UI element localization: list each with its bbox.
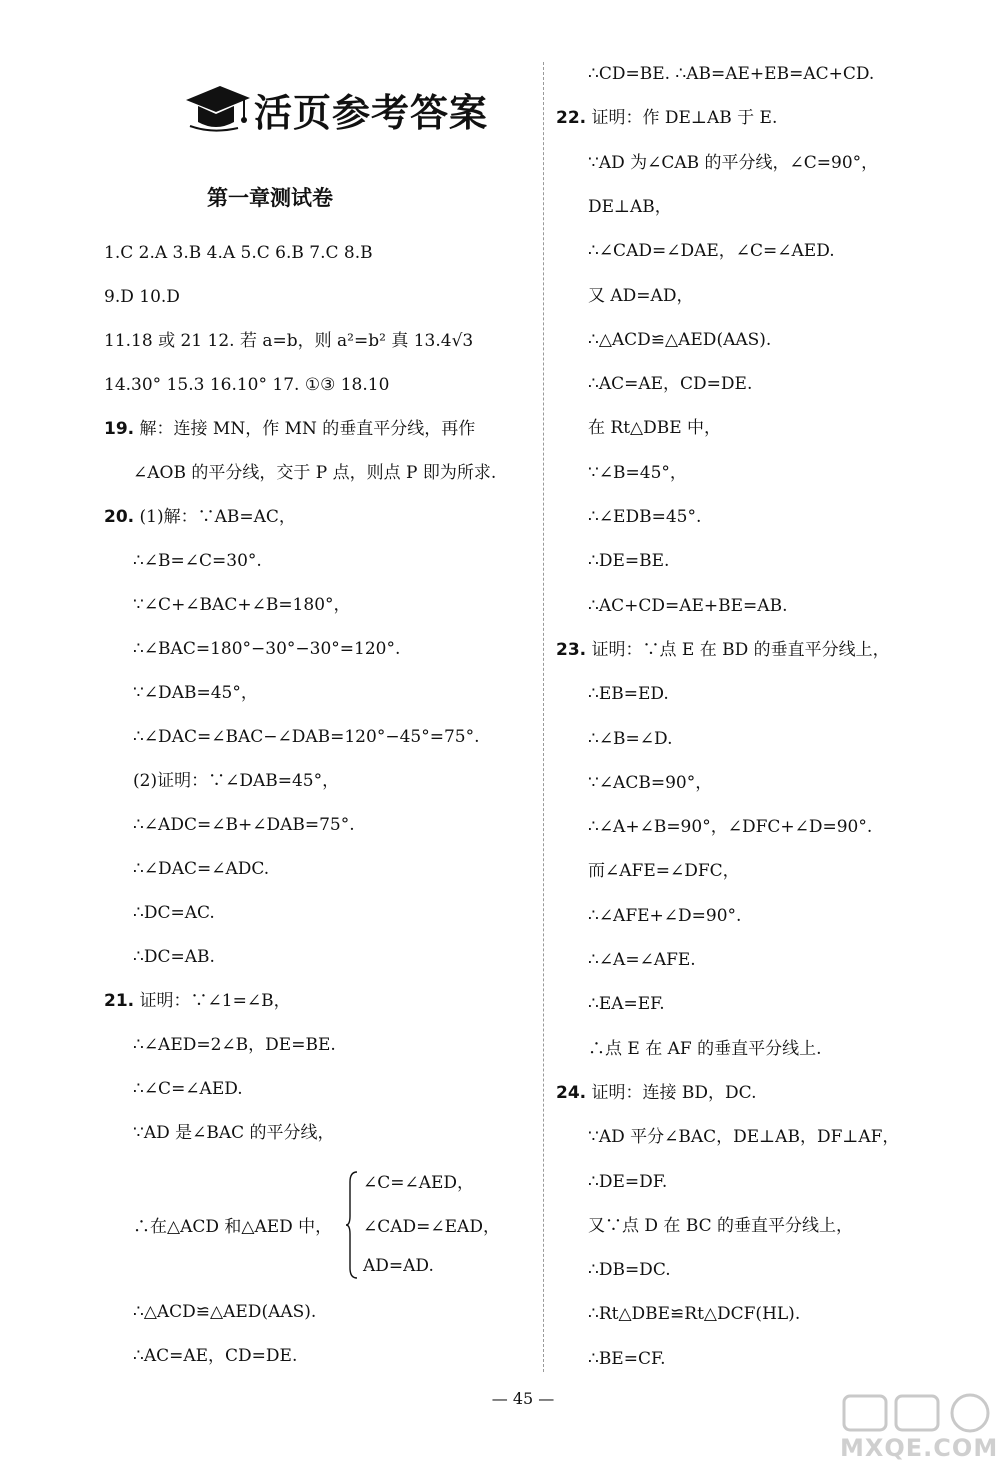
answer-line — [588, 594, 787, 618]
answer-line — [104, 329, 473, 353]
answer-text: ∴EB=ED. — [588, 684, 669, 705]
answer-line — [104, 241, 373, 265]
answer-line — [133, 593, 351, 617]
answer-line — [104, 417, 475, 441]
answer-line — [133, 857, 269, 881]
answer-text: 证明：连接 BD，DC. — [586, 1082, 757, 1103]
answer-text: ∴DC=AC. — [133, 903, 215, 923]
watermark-logo — [840, 1390, 1000, 1469]
answer-text: ∴DC=AB. — [133, 947, 215, 967]
system-row: ∠CAD=∠EAD， — [363, 1217, 500, 1237]
page-title: 活页参考答案 — [254, 91, 489, 135]
brace-icon — [345, 1170, 359, 1280]
system-lead: ∴在△ACD 和△AED 中， — [133, 1217, 333, 1237]
answer-text: 证明：作 DE⊥AB 于 E. — [586, 108, 778, 129]
answer-text: ∴DB=DC. — [588, 1260, 671, 1281]
answer-line — [133, 1033, 336, 1057]
answer-line — [588, 904, 741, 928]
answer-line — [133, 637, 400, 661]
answer-line — [104, 989, 291, 1013]
answer-line — [104, 505, 296, 529]
page-header — [182, 78, 489, 138]
answer-line — [588, 195, 672, 219]
question-number: 22. — [556, 108, 587, 129]
answer-text: ∴∠A=∠AFE. — [588, 950, 696, 970]
answer-text: 证明：∵点 E 在 BD 的垂直平分线上， — [586, 639, 890, 660]
answer-line — [588, 284, 693, 308]
answer-text: ∵AD 为∠CAB 的平分线，∠C=90°， — [588, 152, 879, 173]
answer-line — [133, 901, 215, 925]
answer-line — [104, 373, 389, 397]
answer-line — [556, 638, 890, 662]
answer-line — [588, 1170, 667, 1194]
answer-text: ∴∠ADC=∠B+∠DAB=75°. — [133, 815, 355, 835]
answer-text: ∴∠AED=2∠B，DE=BE. — [133, 1035, 336, 1055]
answer-line — [133, 681, 258, 705]
answer-text: ∴∠AFE+∠D=90°. — [588, 905, 742, 926]
answer-text: ∠AOB 的平分线，交于 P 点，则点 P 即为所求. — [133, 463, 497, 483]
answer-line: ∴△ACD≌△AED(AAS). — [133, 1302, 317, 1322]
answer-line — [556, 1081, 757, 1105]
answer-text: 又∵点 D 在 BC 的垂直平分线上， — [588, 1215, 854, 1236]
answer-text: ∴CD=BE. ∴AB=AE+EB=AC+CD. — [588, 64, 875, 84]
answer-line — [588, 1037, 822, 1061]
answer-text: ∴∠DAC=∠BAC−∠DAB=120°−45°=75°. — [133, 727, 480, 747]
answer-line — [588, 948, 696, 972]
answer-line — [588, 1214, 853, 1238]
answer-text: ∵∠ACB=90°， — [588, 772, 713, 793]
answer-text: ∴∠CAD=∠DAE，∠C=∠AED. — [588, 241, 835, 262]
answer-line — [133, 725, 479, 749]
answer-line — [588, 549, 669, 573]
answer-line — [133, 461, 496, 485]
question-number: 20. — [104, 507, 135, 527]
answer-text: (2)证明：∵∠DAB=45°， — [133, 771, 340, 791]
answer-text: 14.30° 15.3 16.10° 17. ①③ 18.10 — [104, 375, 390, 395]
answer-line — [588, 328, 771, 352]
answer-text: 在 Rt△DBE 中， — [588, 418, 722, 439]
answer-text: ∴DE=BE. — [588, 551, 670, 572]
answer-text: 而∠AFE=∠DFC， — [588, 861, 740, 882]
question-number: 21. — [104, 991, 135, 1011]
answer-text: ∴Rt△DBE≌Rt△DCF(HL). — [588, 1304, 801, 1325]
answer-line — [588, 461, 687, 485]
question-number: 24. — [556, 1082, 587, 1103]
answer-text: ∴∠B=∠C=30°. — [133, 551, 262, 571]
question-number: 23. — [556, 639, 587, 660]
answer-line — [133, 1121, 335, 1145]
answer-line — [588, 859, 740, 883]
answer-text: 1.C 2.A 3.B 4.A 5.C 6.B 7.C 8.B — [104, 243, 373, 263]
answer-line — [588, 682, 669, 706]
answer-text: ∴∠A+∠B=90°，∠DFC+∠D=90°. — [588, 817, 873, 838]
question-number: 19. — [104, 419, 135, 439]
system-row: ∠C=∠AED， — [363, 1173, 475, 1193]
answer-text: ∴△ACD≌△AED(AAS). — [588, 329, 772, 350]
answer-text: ∴∠B=∠D. — [588, 728, 673, 749]
watermark-text: MXQE.COM — [840, 1434, 999, 1462]
answer-line — [588, 1347, 666, 1371]
answer-line — [588, 239, 835, 263]
answer-line — [588, 151, 878, 175]
answer-line — [133, 1077, 243, 1101]
system-row: AD=AD. — [363, 1256, 434, 1276]
answer-text: ∴点 E 在 AF 的垂直平分线上. — [588, 1038, 822, 1059]
answer-text: 11.18 或 21 12. 若 a=b，则 a²=b² 真 13.4√3 — [104, 331, 474, 351]
answer-text: 9.D 10.D — [104, 287, 180, 307]
answer-line — [133, 549, 262, 573]
answer-line — [133, 945, 215, 969]
answer-line — [588, 1258, 671, 1282]
answer-line — [588, 727, 672, 751]
answer-text: ∴∠C=∠AED. — [133, 1079, 243, 1099]
answer-line — [588, 416, 721, 440]
answer-text: ∴∠DAC=∠ADC. — [133, 859, 270, 879]
answer-text: ∴DE=DF. — [588, 1171, 668, 1192]
answer-line — [133, 813, 355, 837]
answer-text: ∵∠C+∠BAC+∠B=180°， — [133, 595, 351, 615]
answer-text: 又 AD=AD， — [588, 285, 694, 306]
answer-text: ∵AD 平分∠BAC，DE⊥AB，DF⊥AF， — [588, 1127, 900, 1148]
column-divider — [543, 62, 544, 1372]
answer-line — [104, 285, 180, 309]
answer-line — [588, 62, 874, 86]
answer-text: ∴EA=EF. — [588, 994, 665, 1015]
answer-text: 证明：∵∠1=∠B， — [134, 991, 291, 1011]
answer-text: ∴AC=AE，CD=DE. — [588, 374, 753, 395]
watermark-icon — [840, 1390, 1000, 1434]
answer-text: ∴∠EDB=45°. — [588, 507, 702, 527]
answer-text: ∴BE=CF. — [588, 1348, 666, 1369]
answer-text: ∵∠DAB=45°， — [133, 683, 258, 703]
congruence-system — [133, 1166, 533, 1284]
answer-line — [588, 505, 701, 529]
page-number: — 45 — — [491, 1389, 555, 1408]
answer-line: ∴AC=AE，CD=DE. — [133, 1346, 298, 1366]
answer-line — [588, 815, 872, 839]
answer-text: ∵AD 是∠BAC 的平分线， — [133, 1123, 335, 1143]
answer-text: ∴AC+CD=AE+BE=AB. — [588, 595, 788, 616]
answer-line — [588, 372, 752, 396]
answer-line — [588, 1302, 800, 1326]
answer-text: (1)解：∵AB=AC， — [134, 507, 296, 527]
answer-line — [588, 992, 665, 1016]
answer-text: 解：连接 MN，作 MN 的垂直平分线，再作 — [134, 419, 476, 439]
answer-line — [133, 769, 339, 793]
answer-line — [556, 106, 777, 130]
answer-text: ∵∠B=45°， — [588, 462, 687, 483]
answer-text: DE⊥AB， — [588, 196, 672, 217]
answer-line — [588, 771, 712, 795]
answer-line — [588, 1125, 899, 1149]
chapter-title: 第一章测试卷 — [207, 186, 333, 210]
graduation-cap-icon — [182, 78, 252, 134]
answer-text: ∴∠BAC=180°−30°−30°=120°. — [133, 639, 401, 659]
